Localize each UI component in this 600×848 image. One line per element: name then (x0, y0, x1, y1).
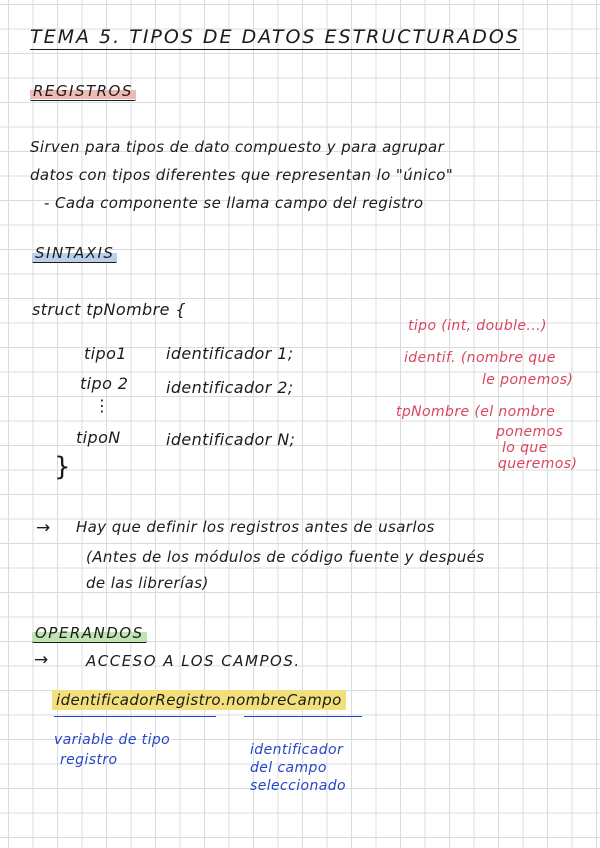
definir-line-2: (Antes de los módulos de código fuente y después (86, 548, 485, 566)
access-syntax: identificadorRegistro.nombreCampo (52, 690, 346, 710)
field-ident-n: identificador N; (166, 430, 296, 449)
note-tpnombre-2: ponemos (496, 424, 564, 440)
struct-open-line: struct tpNombre { (32, 300, 186, 319)
note-identif-2: le ponemos) (482, 372, 574, 388)
field-ellipsis: ⋮ (94, 396, 111, 415)
note-identif: identif. (nombre que (404, 350, 556, 366)
underline-campo (244, 716, 362, 717)
section-header-operandos: OPERANDOS (32, 624, 147, 643)
definir-line-1: Hay que definir los registros antes de usarlos (76, 518, 435, 536)
field-type-1: tipo1 (84, 344, 127, 363)
definir-line-3: de las librerías) (86, 574, 209, 592)
arrow-right-icon: → (36, 518, 51, 538)
registros-line-3: - Cada componente se llama campo del registro (44, 194, 424, 212)
field-ident-1: identificador 1; (166, 344, 294, 363)
note-tpnombre-4: queremos) (498, 456, 578, 472)
registros-line-2: datos con tipos diferentes que representan lo "único" (30, 166, 454, 184)
note-tipo: tipo (int, double...) (408, 318, 547, 334)
field-ident-2: identificador 2; (166, 378, 294, 397)
note-tpnombre-3: lo que (502, 440, 548, 456)
explain-left-2: registro (60, 752, 118, 768)
struct-close-brace: } (54, 452, 71, 482)
explain-left-1: variable de tipo (54, 732, 171, 748)
section-header-sintaxis: SINTAXIS (32, 244, 117, 263)
registros-line-1: Sirven para tipos de dato compuesto y para agrupar (30, 138, 445, 156)
explain-right-3: seleccionado (250, 778, 346, 794)
explain-right-2: del campo (250, 760, 327, 776)
explain-right-1: identificador (250, 742, 344, 758)
note-tpnombre: tpNombre (el nombre (396, 404, 556, 420)
section-header-registros: REGISTROS (30, 82, 136, 101)
arrow-right-icon-2: → (34, 650, 49, 670)
acceso-campos: ACCESO A LOS CAMPOS. (86, 652, 301, 670)
field-type-n: tipoN (76, 428, 121, 447)
underline-registro (54, 716, 216, 717)
page-title: TEMA 5. TIPOS DE DATOS ESTRUCTURADOS (30, 26, 520, 48)
field-type-2: tipo 2 (80, 374, 129, 393)
